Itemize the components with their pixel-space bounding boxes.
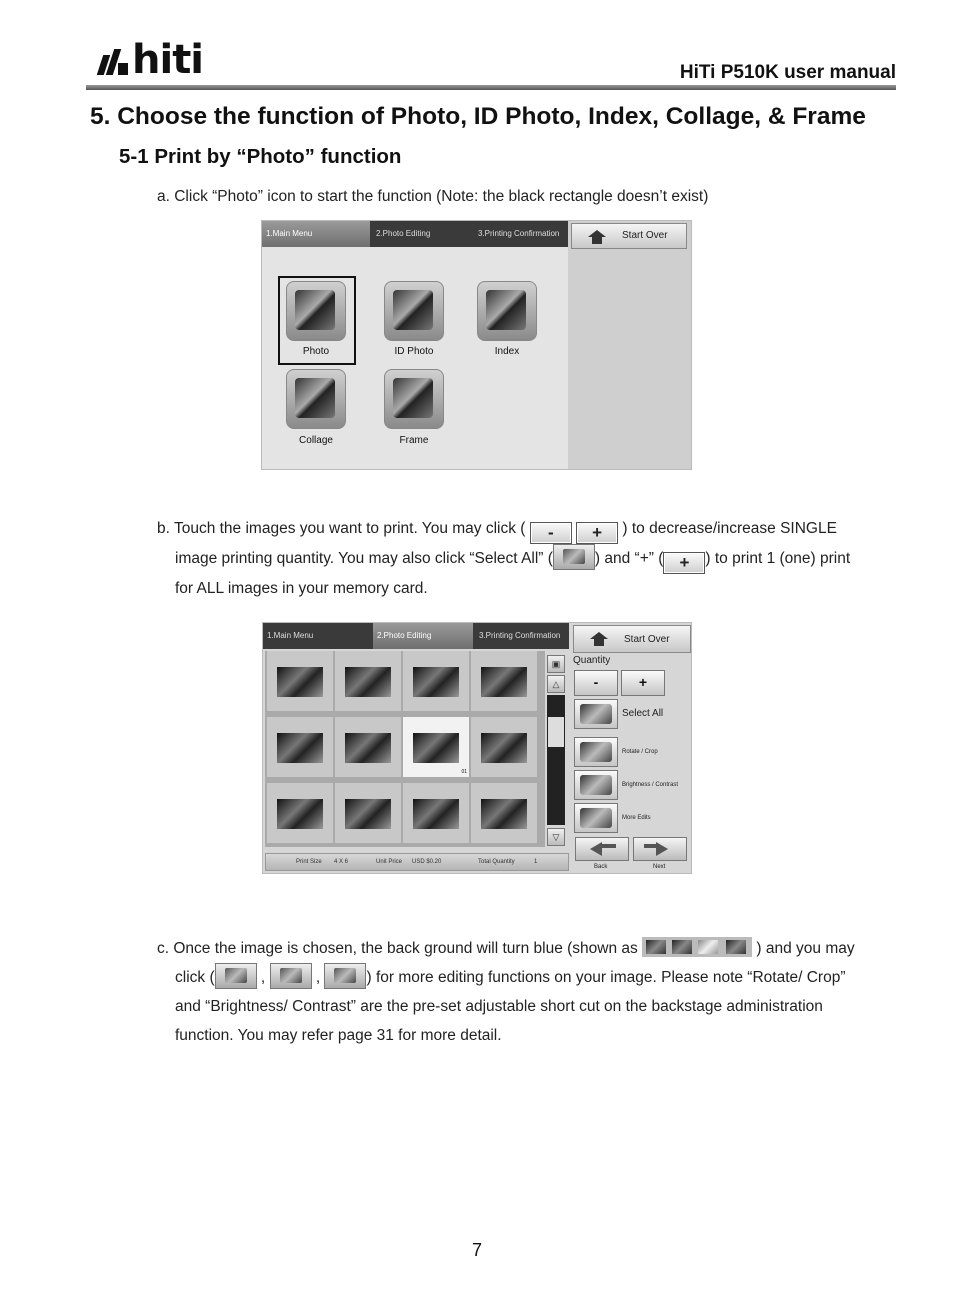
photo-thumbnail-selected[interactable]	[403, 717, 469, 777]
brightness-contrast-label: Brightness / Contrast	[622, 782, 679, 788]
photo-thumbnail[interactable]	[267, 783, 333, 843]
step-b-line2-pre: image printing quantity. You may also click “Select All” (	[175, 550, 553, 567]
crumb-printing-confirmation[interactable]: 3.Printing Confirmation	[478, 229, 560, 238]
brightness-contrast-icon-inline	[270, 963, 312, 989]
rotate-crop-icon	[580, 742, 612, 762]
photo-thumbnail[interactable]	[471, 783, 537, 843]
back-arrow-icon	[590, 842, 602, 856]
step-b-line2-post: ) to print 1 (one) print	[705, 550, 851, 567]
main-menu-screenshot	[261, 220, 692, 470]
step-c-line2-post: ) for more editing functions on your image. Please note “Rotate/ Crop”	[366, 969, 846, 986]
step-b-line3: for ALL images in your memory card.	[175, 580, 428, 597]
photo-grid	[265, 651, 545, 847]
breadcrumb	[262, 221, 568, 247]
rotate-crop-icon-inline	[215, 963, 257, 989]
photo-thumbnail[interactable]	[335, 783, 401, 843]
separator: ,	[315, 969, 321, 986]
more-edits-icon-inline	[324, 963, 366, 989]
back-button[interactable]	[575, 837, 629, 861]
header-divider	[86, 85, 896, 90]
step-b-line1-pre: b. Touch the images you want to print. You may click (	[157, 520, 526, 537]
view-toggle-icon[interactable]: ▣	[547, 655, 565, 673]
scroll-down-button[interactable]: ▽	[547, 828, 565, 846]
subsection-title: 5-1 Print by “Photo” function	[119, 145, 402, 168]
step-c-line2-pre: click (	[175, 969, 215, 986]
logo-text: hiti	[132, 37, 204, 83]
more-edits-icon	[580, 808, 612, 828]
photo-thumbnail[interactable]	[403, 783, 469, 843]
start-over-label-b: Start Over	[624, 634, 670, 645]
crumb-b-main-menu[interactable]: 1.Main Menu	[267, 631, 314, 640]
thumbnail-strip-example	[642, 937, 752, 957]
more-edits-button[interactable]	[574, 803, 618, 833]
start-over-button-b[interactable]	[573, 625, 691, 653]
id-photo-icon[interactable]	[384, 281, 444, 341]
rotate-crop-button[interactable]	[574, 737, 618, 767]
status-bar	[265, 853, 569, 871]
tile-label-id-photo: ID Photo	[394, 346, 434, 357]
brightness-contrast-icon	[580, 775, 612, 795]
select-all-button[interactable]	[574, 699, 618, 729]
next-button[interactable]	[633, 837, 687, 861]
tile-label-collage: Collage	[299, 435, 333, 446]
hiti-logo-mark-icon	[100, 49, 128, 75]
photo-editing-screenshot	[262, 622, 692, 874]
photo-thumbnail[interactable]	[403, 651, 469, 711]
rotate-crop-label: Rotate / Crop	[622, 749, 658, 755]
section-title: 5. Choose the function of Photo, ID Photo, Index, Collage, & Frame	[90, 103, 866, 130]
scrollbar-thumb[interactable]	[548, 717, 564, 747]
brightness-contrast-button[interactable]	[574, 770, 618, 800]
unit-price-value: USD $0.20	[412, 859, 442, 865]
scroll-up-button[interactable]: △	[547, 675, 565, 693]
scrollbar-track[interactable]	[547, 695, 565, 825]
plus-button-inline-2: +	[663, 552, 705, 574]
total-quantity-label: Total Quantity	[478, 859, 515, 865]
page-number: 7	[471, 1240, 482, 1260]
plus-button-inline: +	[576, 522, 618, 544]
plus-button[interactable]: +	[621, 670, 665, 696]
manual-title: HiTi P510K user manual	[679, 62, 896, 83]
selected-count: 01	[461, 769, 467, 775]
start-over-label: Start Over	[622, 230, 668, 241]
step-c-line3: and “Brightness/ Contrast” are the pre-set adjustable short cut on the backstage administration	[175, 998, 823, 1015]
crumb-main-menu[interactable]: 1.Main Menu	[262, 221, 370, 247]
select-all-icon	[553, 544, 595, 570]
index-icon[interactable]	[477, 281, 537, 341]
quantity-label: Quantity	[573, 655, 611, 666]
collage-icon[interactable]	[286, 369, 346, 429]
home-icon-b	[590, 632, 608, 639]
photo-thumbnail[interactable]	[471, 717, 537, 777]
step-c-line1-pre: c. Once the image is chosen, the back ground will turn blue (shown as	[157, 940, 638, 957]
select-all-label: Select All	[622, 708, 664, 719]
photo-thumbnail[interactable]	[471, 651, 537, 711]
photo-thumbnail[interactable]	[267, 651, 333, 711]
step-a-text: a. Click “Photo” icon to start the function (Note: the black rectangle doesn’t exist)	[157, 188, 709, 205]
tile-label-photo: Photo	[302, 346, 330, 357]
select-all-icon-b	[580, 704, 612, 724]
unit-price-label: Unit Price	[376, 859, 403, 865]
photo-thumbnail[interactable]	[267, 717, 333, 777]
hiti-logo	[100, 37, 204, 83]
crumb-b-photo-editing[interactable]: 2.Photo Editing	[373, 623, 473, 649]
frame-icon[interactable]	[384, 369, 444, 429]
home-icon	[588, 230, 606, 237]
step-b-text	[157, 514, 850, 603]
tile-label-index: Index	[494, 346, 520, 357]
right-panel	[568, 221, 691, 469]
tile-label-frame: Frame	[399, 435, 429, 446]
start-over-button[interactable]	[571, 223, 687, 249]
print-size-value: 4 X 6	[334, 859, 349, 865]
photo-thumbnail[interactable]	[335, 651, 401, 711]
minus-button-inline: -	[530, 522, 572, 544]
step-c-line4: function. You may refer page 31 for more detail.	[175, 1027, 502, 1044]
next-label: Next	[653, 864, 666, 870]
crumb-photo-editing[interactable]: 2.Photo Editing	[376, 229, 431, 238]
print-size-label: Print Size	[296, 859, 322, 865]
crumb-b-printing-confirmation[interactable]: 3.Printing Confirmation	[479, 631, 561, 640]
back-label: Back	[594, 864, 608, 870]
photo-thumbnail[interactable]	[335, 717, 401, 777]
more-edits-label: More Edits	[622, 815, 651, 821]
step-b-line1-post: ) to decrease/increase SINGLE	[622, 520, 837, 537]
step-c-line1-post: ) and you may	[756, 940, 855, 957]
step-c-text	[157, 934, 855, 1050]
total-quantity-value: 1	[534, 859, 538, 865]
step-b-line2-mid: ) and “+” (	[594, 550, 664, 567]
separator: ,	[260, 969, 266, 986]
photo-icon[interactable]	[286, 281, 346, 341]
breadcrumb-b	[263, 623, 569, 649]
minus-button[interactable]: -	[574, 670, 618, 696]
